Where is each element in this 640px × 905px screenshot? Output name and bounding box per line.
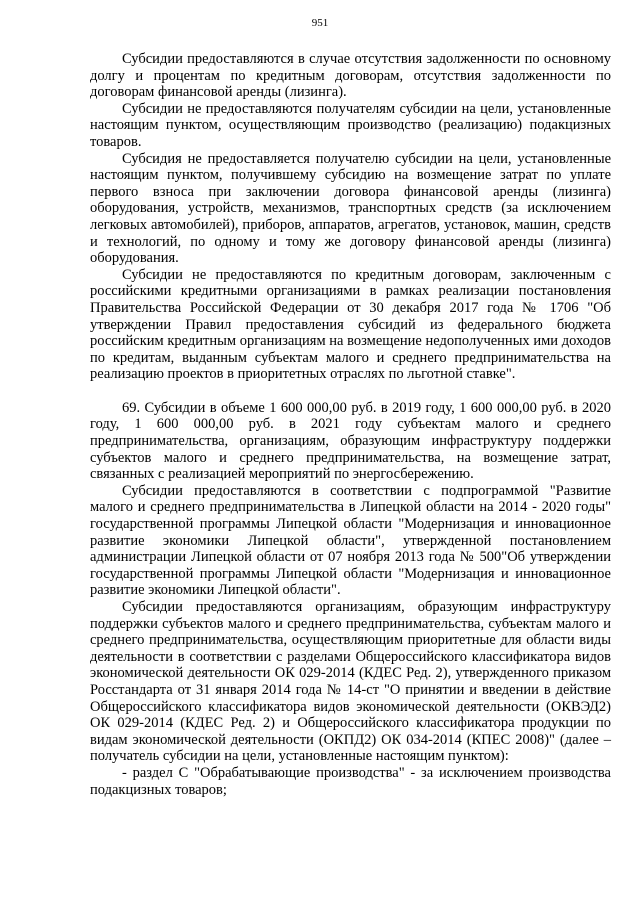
paragraph: Субсидии не предоставляются по кредитным договорам, заключенным с российскими кредитными организациями в рамках реализации постановления Правительства Российской Федерации от 30 декабря 2017 года № 1706 "Об утверждении Правил предоставления субсидий из федерального бюджета российским кредитным организациям на возмещение недополученных ими доходов по кредитам, выданным субъектам малого и среднего предпринимательства на реализацию проектов в приоритетных отраслях по льготной ставке". xyxy=(90,266,611,383)
paragraph: Субсидия не предоставляется получателю субсидии на цели, установленные настоящим пунктом, получившему субсидию на возмещение затрат по уплате первого взноса при заключении договора финансовой аренды (лизинга) оборудования, устройств, механизмов, транспортных средств (за исключением легковых автомобилей), приборов, аппаратов, агрегатов, установок, машин, средств и технологий, по одному и тому же договору финансовой аренды (лизинга) оборудования. xyxy=(90,150,611,267)
paragraph: Субсидии предоставляются в случае отсутствия задолженности по основному долгу и процентам по кредитным договорам, отсутствия задолженности по договорам финансовой аренды (лизинга). xyxy=(90,51,611,101)
page-number: 951 xyxy=(311,17,329,29)
paragraph-item-69: 69. Субсидии в объеме 1 600 000,00 руб. в 2019 году, 1 600 000,00 руб. в 2020 году, 1 600 000,00 руб. в 2021 году субъектам малого и среднего предпринимательства, организациям, образующим инфраструктуру поддержки субъектов малого и среднего предпринимательства, на возмещение затрат, связанных с реализацией мероприятий по энергосбережению. xyxy=(90,399,611,483)
paragraph: Субсидии не предоставляются получателям субсидии на цели, установленные настоящим пунктом, осуществляющим производство (реализацию) подакцизных товаров. xyxy=(90,100,611,150)
document-body xyxy=(90,51,611,798)
list-item: - раздел С "Обрабатывающие производства" - за исключением производства подакцизных товаров; xyxy=(90,764,611,798)
paragraph: Субсидии предоставляются организациям, образующим инфраструктуру поддержки субъектов малого и среднего предпринимательства, субъектам малого и среднего предпринимательства, осуществляющим приоритетные для области виды деятельности в соответствии с разделами Общероссийского классификатора видов экономической деятельности ОК 029-2014 (КДЕС Ред. 2), утвержденного приказом Росстандарта от 31 января 2014 года № 14-ст "О принятии и введении в действие Общероссийского классификатора видов экономической деятельности (ОКВЭД2) ОК 029-2014 (КДЕС Ред. 2) и Общероссийского классификатора продукции по видам экономической деятельности (ОКПД2) ОК 034-2014 (КПЕС 2008)" (далее – получатель субсидии на цели, установленные настоящим пунктом): xyxy=(90,599,611,765)
paragraph: Субсидии предоставляются в соответствии с подпрограммой "Развитие малого и среднего предпринимательства в Липецкой области на 2014 - 2020 годы" государственной программы Липецкой области "Модернизация и инновационное развитие экономики Липецкой области", утвержденной постановлением администрации Липецкой области от 07 ноября 2013 года № 500"Об утверждении государственной программы Липецкой области "Модернизация и инновационное развитие экономики Липецкой области". xyxy=(90,482,611,599)
